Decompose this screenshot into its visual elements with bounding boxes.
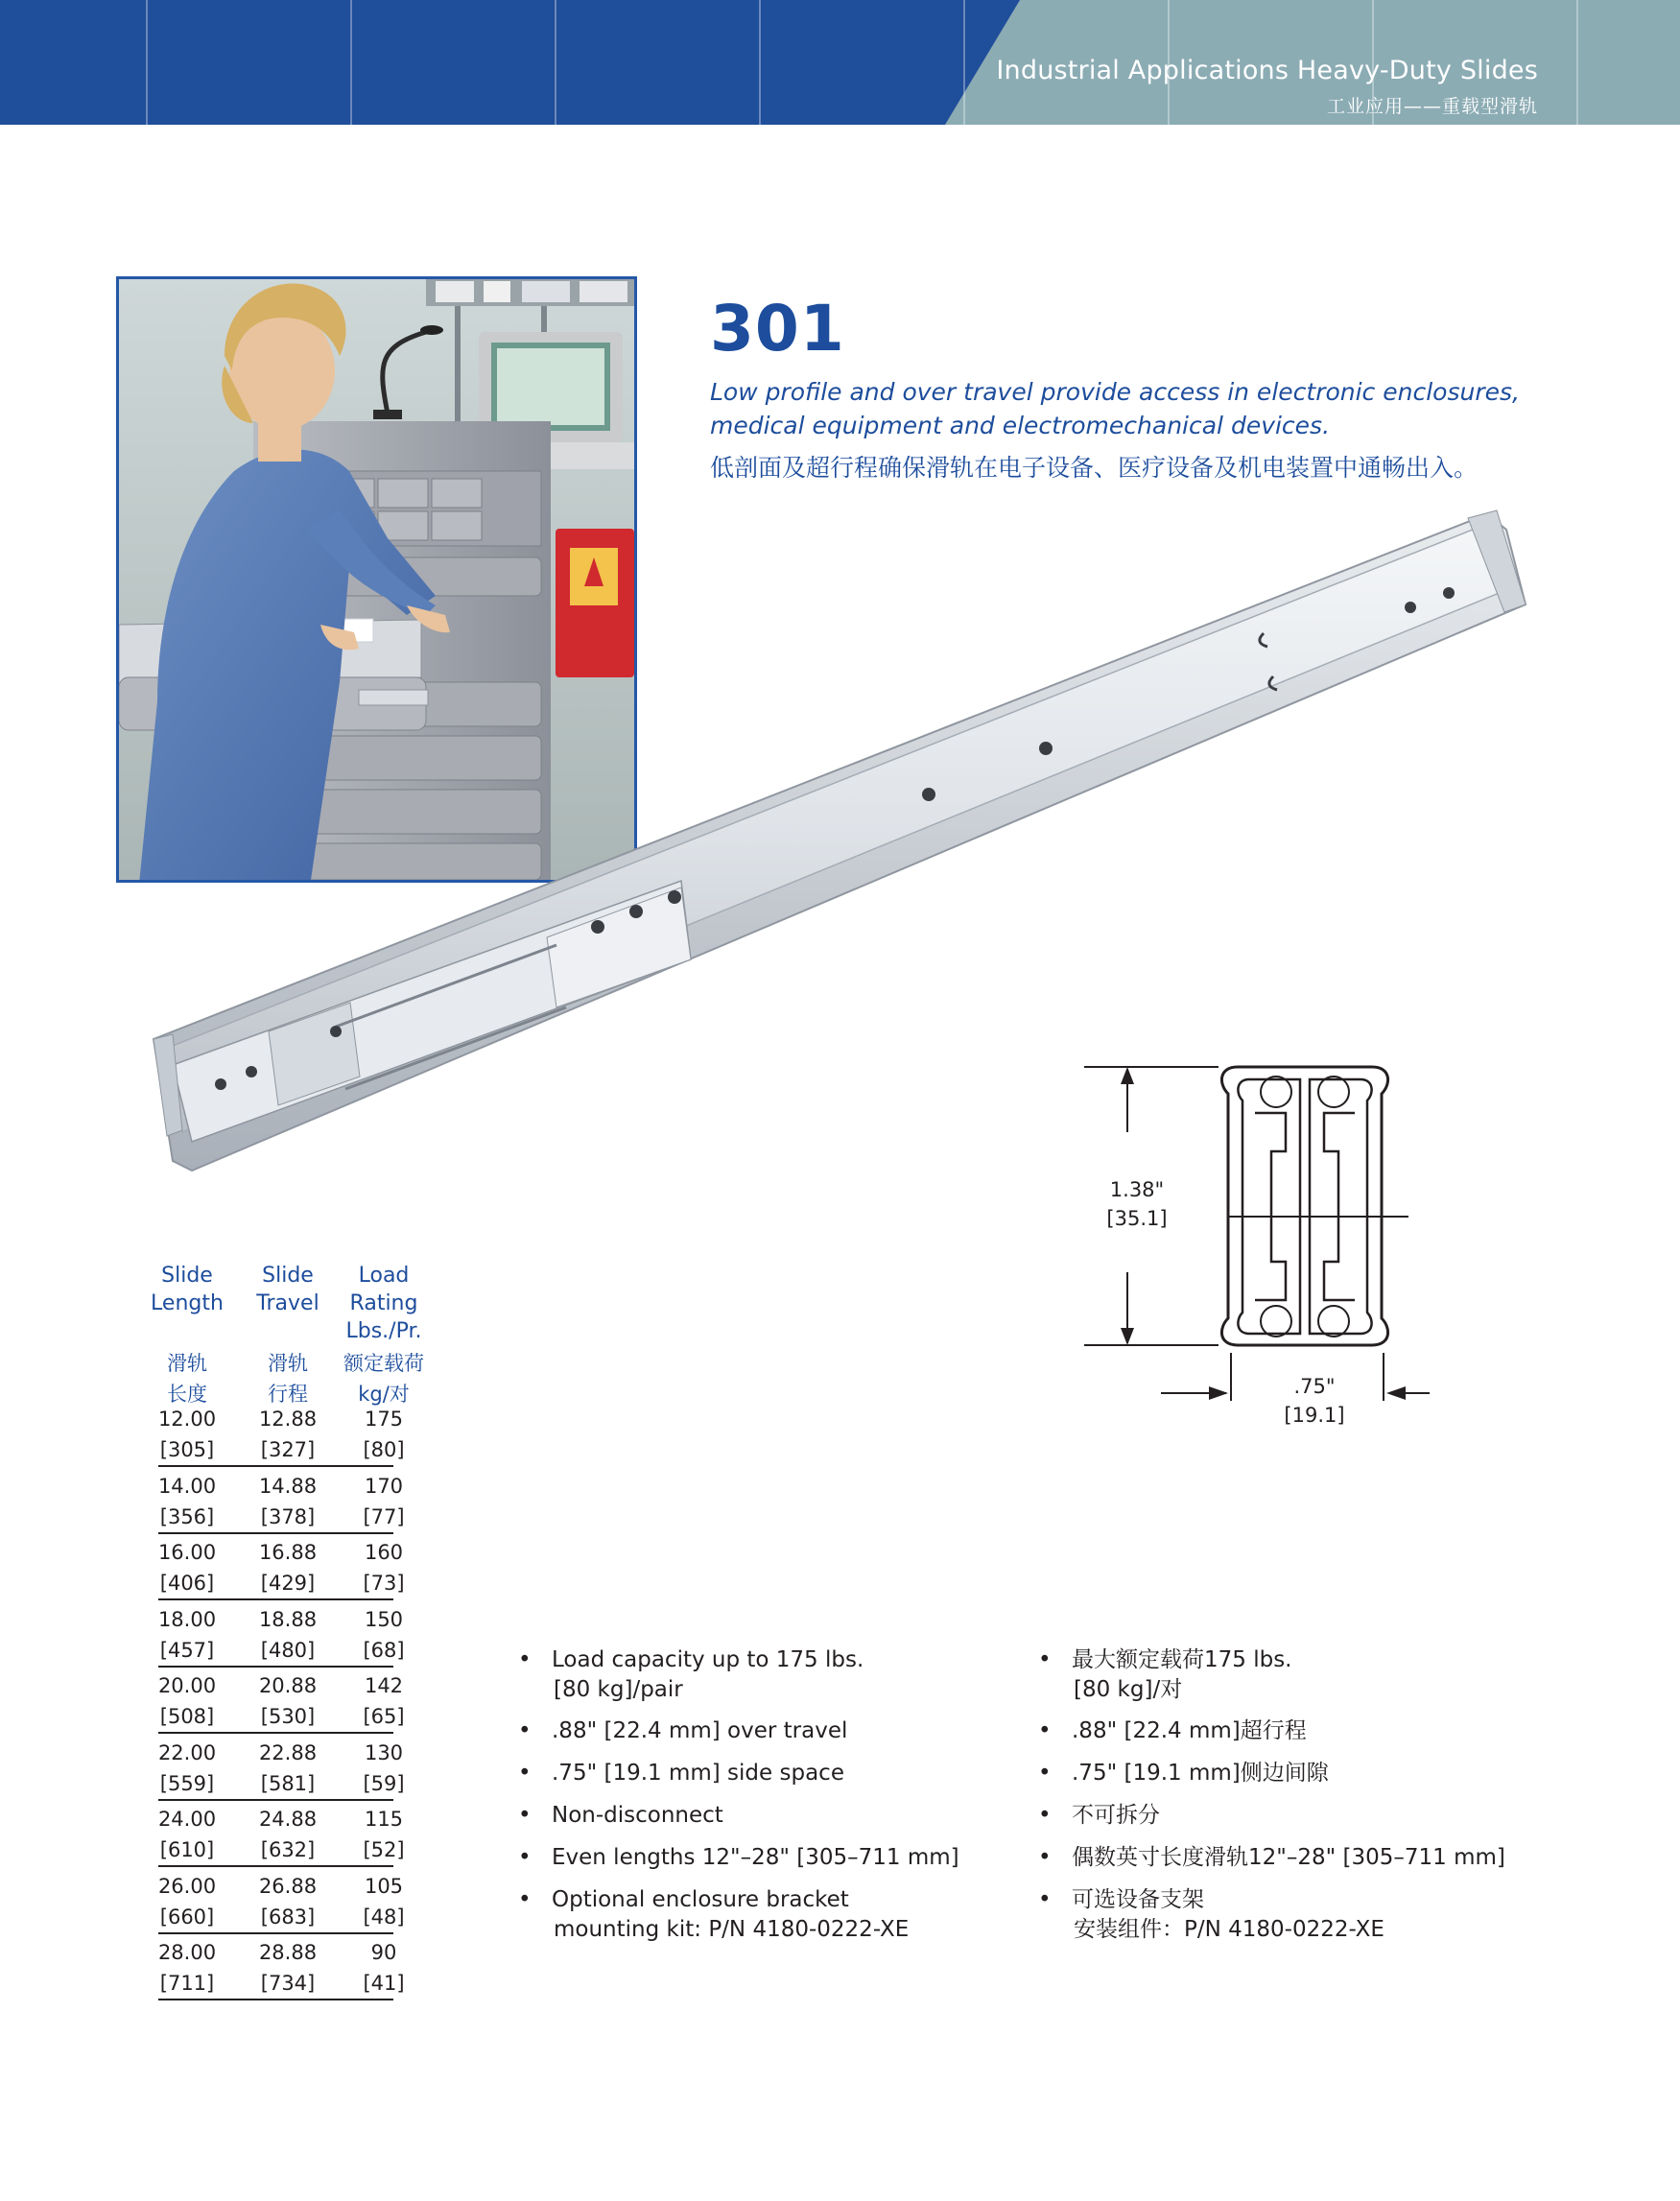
header-slide-length	[134, 1262, 240, 1317]
feature-line: 不可拆分	[1072, 1803, 1160, 1828]
list-item	[518, 1885, 998, 1945]
cell-inch: 170	[364, 1474, 404, 1498]
cell-inch: 20.00	[157, 1674, 217, 1697]
cell-metric: [305]	[159, 1438, 215, 1461]
cell-inch: 18.88	[258, 1607, 318, 1631]
list-item	[518, 1716, 998, 1746]
row-underline	[158, 1799, 393, 1801]
model-number: 301	[710, 292, 845, 366]
table-row	[134, 1937, 441, 2004]
table-row	[134, 1404, 441, 1471]
feature-line: 可选设备支架	[1072, 1887, 1204, 1912]
width-dimension-label	[1266, 1372, 1362, 1430]
cell-metric: [429]	[260, 1572, 316, 1595]
cell-inch: 26.00	[157, 1874, 217, 1898]
features-cn	[1038, 1645, 1575, 1956]
header-text-cn: kg/对	[358, 1383, 410, 1406]
list-item	[518, 1759, 998, 1788]
cell-inch: 150	[364, 1607, 404, 1631]
list-item	[518, 1645, 998, 1705]
feature-line: .88" [22.4 mm]超行程	[1072, 1718, 1307, 1743]
cell-inch: 26.88	[258, 1874, 318, 1898]
cell-inch: 24.00	[157, 1808, 217, 1831]
table-row	[134, 1604, 441, 1671]
header-slide-travel-cn	[235, 1348, 341, 1409]
cell-metric: [734]	[260, 1972, 316, 1995]
header-load-rating-cn	[331, 1348, 437, 1409]
cell-metric: [378]	[260, 1504, 316, 1528]
header-text: Travel	[256, 1291, 319, 1315]
cell-inch: 160	[364, 1541, 404, 1564]
row-underline	[158, 1598, 393, 1600]
cell-inch: 20.88	[258, 1674, 318, 1697]
list-item	[518, 1843, 998, 1873]
row-underline	[158, 1865, 393, 1867]
feature-line-cont: 安装组件：P/N 4180-0222-XE	[1074, 1917, 1384, 1942]
row-underline	[158, 1732, 393, 1734]
feature-line: Non-disconnect	[552, 1803, 723, 1828]
list-item	[1038, 1801, 1575, 1831]
cell-inch: 22.00	[157, 1740, 217, 1764]
row-underline	[158, 1932, 393, 1934]
cross-section-drawing	[1084, 1046, 1430, 1439]
cell-inch: 14.00	[157, 1474, 217, 1498]
list-item	[1038, 1759, 1575, 1788]
header-text-cn: 滑轨	[167, 1352, 207, 1375]
description-en: Low profile and over travel provide access in electronic enclosures, medical equipment and electromechanical devices.	[710, 378, 1520, 439]
list-item	[1038, 1645, 1575, 1705]
cell-metric: [52]	[363, 1838, 405, 1861]
cell-inch: 130	[364, 1740, 404, 1764]
cell-inch: 142	[364, 1674, 404, 1697]
table-row	[134, 1471, 441, 1538]
cell-inch: 14.88	[258, 1474, 318, 1498]
cell-metric: [80]	[363, 1438, 405, 1461]
header-text: Length	[151, 1291, 224, 1315]
cell-inch: 115	[364, 1808, 404, 1831]
row-underline	[158, 1666, 393, 1668]
width-mm: [19.1]	[1284, 1404, 1345, 1427]
feature-line: 最大额定载荷175 lbs.	[1072, 1647, 1292, 1672]
cell-inch: 12.88	[258, 1408, 318, 1431]
cell-inch: 12.00	[157, 1408, 217, 1431]
feature-line: Optional enclosure bracket	[552, 1887, 849, 1912]
cell-inch: 28.88	[258, 1941, 318, 1964]
cell-metric: [77]	[363, 1504, 405, 1528]
feature-line: .75" [19.1 mm] side space	[552, 1761, 844, 1786]
feature-line: .88" [22.4 mm] over travel	[552, 1718, 848, 1743]
cell-metric: [530]	[260, 1705, 316, 1728]
header-load-rating	[331, 1262, 437, 1345]
cell-inch: 105	[364, 1874, 404, 1898]
cell-inch: 90	[370, 1941, 397, 1964]
table-row	[134, 1804, 441, 1871]
cell-metric: [406]	[159, 1572, 215, 1595]
row-underline	[158, 1465, 393, 1467]
header-text-cn: 长度	[167, 1383, 207, 1406]
row-underline	[158, 1999, 393, 2000]
table-row	[134, 1537, 441, 1604]
cell-metric: [660]	[159, 1905, 215, 1929]
header-text-cn: 额定载荷	[343, 1352, 424, 1375]
header-slide-travel	[235, 1262, 341, 1317]
cell-metric: [711]	[159, 1972, 215, 1995]
cell-inch: 18.00	[157, 1607, 217, 1631]
feature-line-cont: [80 kg]/对	[1074, 1677, 1183, 1702]
feature-line-cont: [80 kg]/pair	[554, 1677, 683, 1702]
features-en	[518, 1645, 998, 1956]
header-title-cn: 工业应用——重载型滑轨	[1326, 96, 1538, 117]
header-text: Load	[358, 1264, 410, 1288]
cell-metric: [581]	[260, 1771, 316, 1795]
list-item	[1038, 1843, 1575, 1873]
list-item	[1038, 1885, 1575, 1945]
cell-metric: [480]	[260, 1638, 316, 1662]
cell-metric: [327]	[260, 1438, 316, 1461]
cell-metric: [356]	[159, 1504, 215, 1528]
feature-line: .75" [19.1 mm]侧边间隙	[1072, 1761, 1329, 1786]
cell-metric: [48]	[363, 1905, 405, 1929]
header-text: Slide	[161, 1264, 213, 1288]
width-in: .75"	[1293, 1375, 1336, 1398]
list-item	[518, 1801, 998, 1831]
cell-inch: 24.88	[258, 1808, 318, 1831]
cell-metric: [457]	[159, 1638, 215, 1662]
height-dimension-label	[1084, 1175, 1190, 1233]
description-cn: 低剖面及超行程确保滑轨在电子设备、医疗设备及机电装置中通畅出入。	[710, 454, 1479, 482]
cell-metric: [610]	[159, 1838, 215, 1861]
header-text-cn: 行程	[268, 1383, 308, 1406]
cell-inch: 28.00	[157, 1941, 217, 1964]
cell-metric: [68]	[363, 1638, 405, 1662]
header-text: Slide	[262, 1264, 314, 1288]
cell-metric: [508]	[159, 1705, 215, 1728]
header-title-en: Industrial Applications Heavy-Duty Slides	[996, 56, 1538, 85]
cell-inch: 175	[364, 1408, 404, 1431]
height-in: 1.38"	[1109, 1178, 1165, 1201]
cell-inch: 16.00	[157, 1541, 217, 1564]
table-row	[134, 1670, 441, 1738]
feature-line-cont: mounting kit: P/N 4180-0222-XE	[554, 1917, 910, 1942]
header-slide-length-cn	[134, 1348, 240, 1409]
feature-line: 偶数英寸长度滑轨12"–28" [305–711 mm]	[1072, 1845, 1505, 1870]
cell-metric: [559]	[159, 1771, 215, 1795]
feature-line: Load capacity up to 175 lbs.	[552, 1647, 864, 1672]
table-row	[134, 1871, 441, 1938]
cell-metric: [59]	[363, 1771, 405, 1795]
cell-metric: [41]	[363, 1972, 405, 1995]
list-item	[1038, 1716, 1575, 1746]
header-text-cn: 滑轨	[268, 1352, 308, 1375]
feature-line: Even lengths 12"–28" [305–711 mm]	[552, 1845, 959, 1870]
cell-inch: 22.88	[258, 1740, 318, 1764]
cell-metric: [683]	[260, 1905, 316, 1929]
cell-metric: [73]	[363, 1572, 405, 1595]
row-underline	[158, 1532, 393, 1534]
height-mm: [35.1]	[1106, 1207, 1168, 1230]
cell-metric: [65]	[363, 1705, 405, 1728]
header-text: Rating	[349, 1291, 418, 1315]
header-text: Lbs./Pr.	[345, 1319, 422, 1343]
cell-metric: [632]	[260, 1838, 316, 1861]
table-row	[134, 1738, 441, 1805]
cell-inch: 16.88	[258, 1541, 318, 1564]
